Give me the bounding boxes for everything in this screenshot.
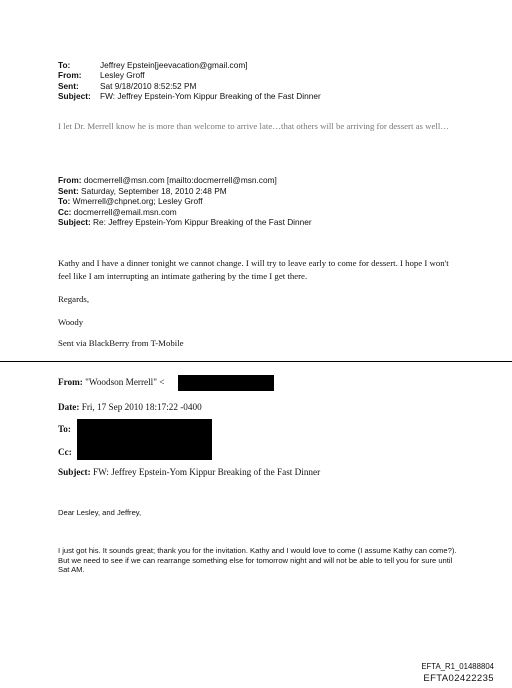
reply-body: I let Dr. Merrell know he is more than welcome to arrive late…that others will be arriving for dessert as well… [58,121,450,131]
quoted-sent-label: Sent: [58,185,79,196]
quoted-body: Kathy and I have a dinner tonight we cannot change. I will try to leave early to come for dessert. I hope I won't feel like I am interrupting an intimate gathering by the time I get there. [58,258,449,281]
forwarded-cc-row [58,447,72,457]
forwarded-cc-label: Cc: [58,447,72,457]
to-label: To: [58,60,71,70]
quoted-cc-value: docmerrell@email.msn.com [71,206,177,217]
quoted-from-value: docmerrell@msn.com [mailto:docmerrell@msn.com] [81,175,277,185]
regards-text: Regards, [58,294,90,304]
quoted-subject-row [58,217,312,228]
forwarded-date-label: Date: [58,402,80,412]
header-subject-row [58,91,321,101]
forwarded-date-value: Fri, 17 Sep 2010 18:17:22 -0400 [79,402,202,412]
quoted-to-row [58,196,312,207]
subject-value: FW: Jeffrey Epstein-Yom Kippur Breaking of the Fast Dinner [100,90,321,101]
quoted-sent-row [58,186,312,197]
redaction-block [178,375,274,391]
quoted-subject-value: Re: Jeffrey Epstein-Yom Kippur Breaking of the Fast Dinner [90,217,312,227]
page-divider [0,361,512,362]
quoted-subject-label: Subject: [58,217,91,227]
redaction-block [77,419,212,460]
forwarded-body: I just got his. It sounds great; thank you for the invitation. Kathy and I would love to come (I assume Kathy can come?). But we need to see if we can rearrange something else for tomorrow night and will not be able to tell you for sure until Sat AM. [58,546,457,575]
footer-ref-primary: EFTA_R1_01488804 [421,662,494,671]
sent-label: Sent: [58,80,79,91]
forwarded-date-row [58,402,202,412]
forwarded-to-row [58,424,71,434]
greeting-text: Dear Lesley, and Jeffrey, [58,508,142,517]
from-value: Lesley Groff [100,70,145,81]
quoted-from-row [58,175,312,186]
forwarded-from-row [58,377,164,387]
forwarded-from-label: From: [58,377,83,387]
forwarded-from-value: "Woodson Merrell" < [82,377,165,387]
signature-text: Woody [58,317,84,327]
subject-label: Subject: [58,90,91,101]
quoted-to-value: Wmerrell@chpnet.org; Lesley Groff [70,196,203,206]
sent-value: Sat 9/18/2010 8:52:52 PM [100,80,197,91]
forwarded-subject-row [58,467,320,477]
quoted-sent-value: Saturday, September 18, 2010 2:48 PM [78,185,227,196]
header-sent-row [58,81,321,91]
to-value: Jeffrey Epstein[jeevacation@gmail.com] [100,60,248,70]
sent-via-text: Sent via BlackBerry from T-Mobile [58,338,184,348]
forwarded-subject-value: FW: Jeffrey Epstein-Yom Kippur Breaking of the Fast Dinner [90,467,321,477]
footer-ref-secondary: EFTA02422235 [423,673,494,684]
header-from-row [58,70,321,80]
quoted-from-label: From: [58,175,82,185]
forwarded-subject-label: Subject: [58,467,91,477]
forwarded-to-label: To: [58,424,71,434]
quoted-cc-row [58,207,312,218]
from-label: From: [58,70,82,81]
quoted-cc-label: Cc: [58,206,72,217]
quoted-email-header [58,175,312,228]
email-header-top [58,60,321,101]
quoted-to-label: To: [58,196,71,206]
header-to-row [58,60,321,70]
